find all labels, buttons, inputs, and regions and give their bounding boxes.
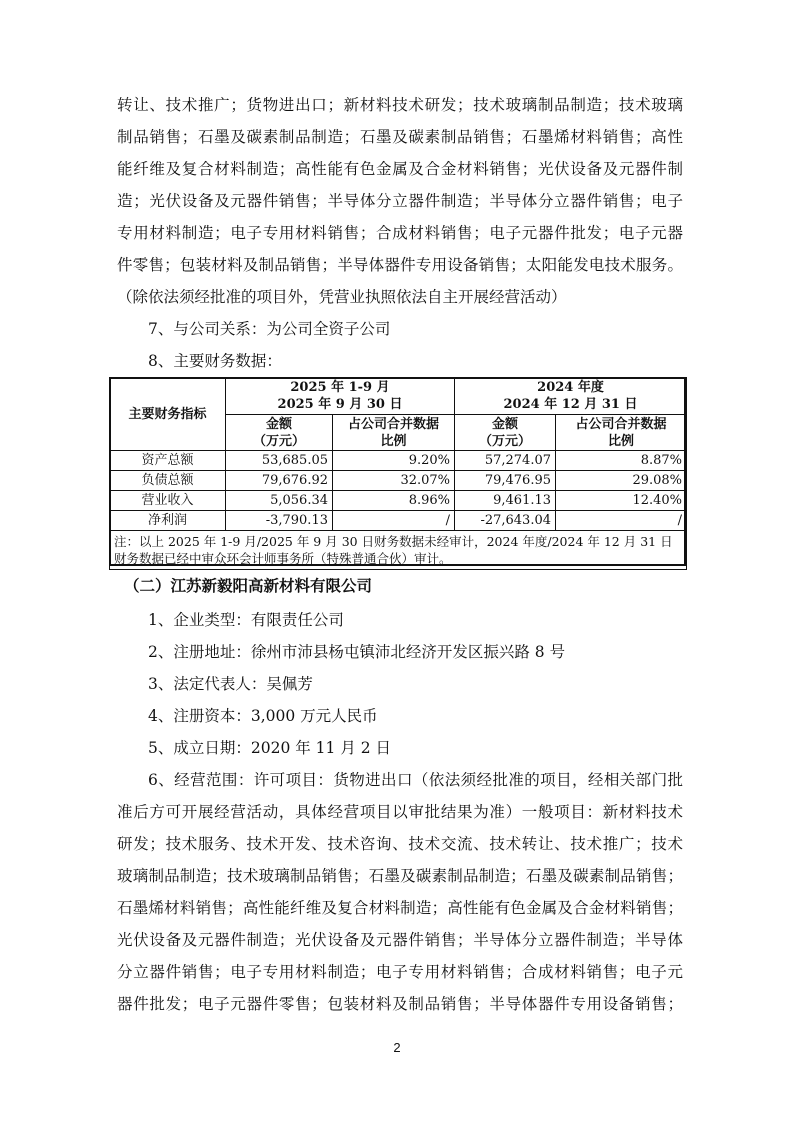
table-row (110, 491, 687, 511)
cell-ratio-2024: 12.40% (556, 491, 687, 511)
body-line: 件零售；包装材料及制品销售；半导体器件专用设备销售；太阳能发电技术服务。 (117, 256, 683, 274)
cell-ratio-2025: / (333, 511, 455, 531)
cell-amount-2025: 5,056.34 (226, 491, 333, 511)
scope-line: 玻璃制品制造；技术玻璃制品销售；石墨及碳素制品制造；石墨及碳素制品销售； (117, 867, 683, 885)
amount-header-line2: （万元） (252, 433, 305, 449)
ratio-header-line1: 占公司合并数据 (575, 416, 667, 432)
row-label: 负债总额 (110, 471, 226, 491)
period1-header (226, 378, 455, 415)
cell-amount-2024: -27,643.04 (455, 511, 556, 531)
period1-line1: 2025 年 1-9 月 (290, 380, 390, 395)
ratio-header-2 (556, 415, 687, 451)
scope-line: 6、经营范围：许可项目：货物进出口（依法须经批准的项目，经相关部门批 (148, 771, 683, 789)
amount-header-line1: 金额 (265, 416, 292, 432)
row-label: 营业收入 (110, 491, 226, 511)
row-header-cell (110, 378, 226, 451)
cell-ratio-2024: 8.87% (556, 451, 687, 471)
row-label: 资产总额 (110, 451, 226, 471)
item-relationship: 7、与公司关系：为公司全资子公司 (148, 320, 391, 338)
ratio-header-line2: 比例 (380, 433, 407, 449)
period1-line2: 2025 年 9 月 30 日 (277, 397, 403, 412)
item-capital: 4、注册资本：3,000 万元人民币 (148, 707, 378, 725)
ratio-header-line2: 比例 (608, 433, 635, 449)
body-line: 制品销售；石墨及碳素制品制造；石墨及碳素制品销售；石墨烯材料销售；高性 (117, 128, 683, 146)
cell-amount-2025: -3,790.13 (226, 511, 333, 531)
item-legal-rep: 3、法定代表人：吴佩芳 (148, 675, 313, 693)
scope-line: 石墨烯材料销售；高性能纤维及复合材料制造；高性能有色金属及合金材料销售； (117, 899, 683, 917)
scope-line: 准后方可开展经营活动，具体经营项目以审批结果为准）一般项目：新材料技术 (117, 803, 683, 821)
body-line: 专用材料制造；电子专用材料销售；合成材料销售；电子元器件批发；电子元器 (117, 224, 683, 242)
item-company-type: 1、企业类型：有限责任公司 (148, 611, 344, 629)
cell-amount-2025: 79,676.92 (226, 471, 333, 491)
cell-ratio-2025: 8.96% (333, 491, 455, 511)
table-row (110, 451, 687, 471)
cell-ratio-2025: 32.07% (333, 471, 455, 491)
section-title: （二）江苏新毅阳高新材料有限公司 (124, 576, 373, 595)
item-financial-heading: 8、主要财务数据： (148, 352, 282, 370)
page-number: 2 (393, 1040, 401, 1055)
item-address: 2、注册地址：徐州市沛县杨屯镇沛北经济开发区振兴路 8 号 (148, 643, 566, 661)
table-note: 注：以上 2025 年 1-9 月/2025 年 9 月 30 日财务数据未经审计，2024 年度/2024 年 12 月 31 日财务数据已经中审众环会计师事务所（特殊普通合伙）审计。 (110, 531, 687, 570)
financial-table (109, 377, 687, 570)
scope-line: 分立器件销售；电子专用材料制造；电子专用材料销售；合成材料销售；电子元 (117, 963, 683, 981)
body-line: 能纤维及复合材料制造；高性能有色金属及合金材料销售；光伏设备及元器件制 (117, 160, 683, 178)
cell-ratio-2024: / (556, 511, 687, 531)
amount-header-1 (226, 415, 333, 451)
period2-header (455, 378, 687, 415)
body-line: 转让、技术推广；货物进出口；新材料技术研发；技术玻璃制品制造；技术玻璃 (117, 96, 683, 114)
amount-header-line2: （万元） (479, 433, 532, 449)
body-line: 造；光伏设备及元器件销售；半导体分立器件制造；半导体分立器件销售；电子 (117, 192, 683, 210)
item-founded: 5、成立日期：2020 年 11 月 2 日 (148, 739, 392, 757)
scope-line: 研发；技术服务、技术开发、技术咨询、技术交流、技术转让、技术推广；技术 (117, 835, 683, 853)
cell-amount-2025: 53,685.05 (226, 451, 333, 471)
period2-line2: 2024 年 12 月 31 日 (503, 397, 638, 412)
scope-line: 光伏设备及元器件制造；光伏设备及元器件销售；半导体分立器件制造；半导体 (117, 931, 683, 949)
body-line: （除依法须经批准的项目外，凭营业执照依法自主开展经营活动） (117, 288, 567, 306)
ratio-header-1 (333, 415, 455, 451)
cell-ratio-2024: 29.08% (556, 471, 687, 491)
row-label: 净利润 (110, 511, 226, 531)
amount-header-2 (455, 415, 556, 451)
table-row (110, 511, 687, 531)
cell-amount-2024: 57,274.07 (455, 451, 556, 471)
ratio-header-line1: 占公司合并数据 (348, 416, 440, 432)
table-row (110, 471, 687, 491)
row-header-label: 主要财务指标 (128, 406, 207, 422)
scope-line: 器件批发；电子元器件零售；包装材料及制品销售；半导体器件专用设备销售； (117, 995, 683, 1013)
cell-amount-2024: 9,461.13 (455, 491, 556, 511)
cell-amount-2024: 79,476.95 (455, 471, 556, 491)
cell-ratio-2025: 9.20% (333, 451, 455, 471)
period2-line1: 2024 年度 (537, 380, 604, 395)
amount-header-line1: 金额 (492, 416, 519, 432)
